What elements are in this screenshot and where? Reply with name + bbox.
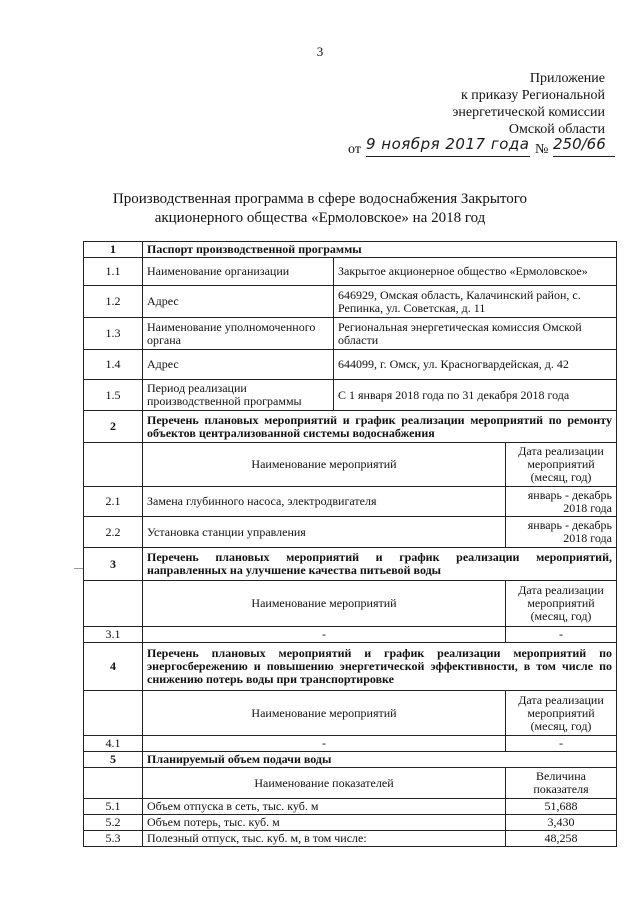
order-number-handwritten: 250/66 — [553, 135, 606, 153]
section-title: Перечень плановых мероприятий и график реализации мероприятий, направленных на улучшение качества питьевой воды — [143, 548, 617, 581]
row-number: 2.1 — [84, 487, 143, 517]
row-name: Полезный отпуск, тыс. куб. м, в том числе: — [143, 831, 506, 847]
appendix-line: Омской области — [508, 122, 605, 137]
row-name: Замена глубинного насоса, электродвигателя — [143, 487, 506, 517]
row-value: С 1 января 2018 года по 31 декабря 2018 года — [334, 380, 617, 411]
table-row — [84, 799, 617, 815]
row-value: Региональная энергетическая комиссия Омской области — [334, 318, 617, 350]
section-number: 5 — [84, 752, 143, 768]
row-value: 646929, Омская область, Калачинский район, с. Репинка, ул. Советская, д. 11 — [334, 286, 617, 318]
column-header-row — [84, 581, 617, 627]
column-header-date: Дата реализации мероприятий (месяц, год) — [506, 443, 617, 487]
number-underline — [553, 156, 615, 157]
table-row — [84, 318, 617, 350]
column-header-name: Наименование мероприятий — [143, 443, 506, 487]
section-number: 3 — [84, 548, 143, 581]
order-from-label: от — [348, 142, 361, 157]
page-number: 3 — [316, 44, 324, 59]
appendix-line: энергетической комиссии — [452, 105, 605, 120]
margin-mark — [74, 568, 83, 569]
row-number: 1.1 — [84, 258, 143, 286]
row-name: - — [143, 627, 506, 643]
section-header-row — [84, 752, 617, 768]
title-line: Производственная программа в сфере водоснабжения Закрытого — [112, 191, 528, 207]
section-title: Перечень плановых мероприятий и график реализации мероприятий по ремонту объектов централизованной системы водоснабжения — [143, 411, 617, 443]
row-label: Наименование уполномоченного органа — [143, 318, 334, 350]
section-title: Паспорт производственной программы — [143, 242, 617, 258]
section-header-row — [84, 411, 617, 443]
table-row — [84, 831, 617, 847]
row-number: 2.2 — [84, 517, 143, 548]
row-number: 1.4 — [84, 350, 143, 380]
column-header-name: Наименование мероприятий — [143, 691, 506, 736]
empty-cell — [84, 443, 143, 487]
order-reference — [348, 135, 618, 161]
column-header-name: Наименование мероприятий — [143, 581, 506, 627]
section-header-row — [84, 242, 617, 258]
column-header-row — [84, 768, 617, 799]
row-value: Закрытое акционерное общество «Ермоловское» — [334, 258, 617, 286]
section-header-row — [84, 548, 617, 581]
row-number: 4.1 — [84, 736, 143, 752]
order-number-sign: № — [535, 142, 549, 157]
table-row — [84, 258, 617, 286]
table-row — [84, 627, 617, 643]
row-number: 1.2 — [84, 286, 143, 318]
program-table — [83, 241, 617, 847]
column-header-row — [84, 443, 617, 487]
section-title: Планируемый объем подачи воды — [143, 752, 617, 768]
empty-cell — [84, 691, 143, 736]
date-underline — [366, 156, 530, 157]
row-number: 3.1 — [84, 627, 143, 643]
row-date: - — [506, 627, 617, 643]
column-header-row — [84, 691, 617, 736]
row-name: Объем отпуска в сеть, тыс. куб. м — [143, 799, 506, 815]
empty-cell — [84, 581, 143, 627]
row-value: 48,258 — [506, 831, 617, 847]
row-label: Адрес — [143, 286, 334, 318]
row-value: 3,430 — [506, 815, 617, 831]
row-name: - — [143, 736, 506, 752]
empty-cell — [84, 768, 143, 799]
table-row — [84, 517, 617, 548]
row-date: - — [506, 736, 617, 752]
row-label: Период реализации производственной программы — [143, 380, 334, 411]
row-name: Объем потерь, тыс. куб. м — [143, 815, 506, 831]
row-date: январь - декабрь 2018 года — [506, 487, 617, 517]
table-row — [84, 487, 617, 517]
appendix-line: к приказу Региональной — [460, 88, 605, 103]
column-header-name: Наименование показателей — [143, 768, 506, 799]
row-number: 5.3 — [84, 831, 143, 847]
section-number: 4 — [84, 643, 143, 691]
row-label: Наименование организации — [143, 258, 334, 286]
column-header-value: Величина показателя — [506, 768, 617, 799]
table-row — [84, 736, 617, 752]
order-date-handwritten: 9 ноября 2017 года — [366, 135, 530, 153]
table-row — [84, 286, 617, 318]
row-number: 1.3 — [84, 318, 143, 350]
title-line: акционерного общества «Ермоловское» на 2018 год — [154, 210, 486, 226]
appendix-line: Приложение — [529, 71, 605, 86]
table-row — [84, 350, 617, 380]
row-value: 51,688 — [506, 799, 617, 815]
row-name: Установка станции управления — [143, 517, 506, 548]
row-date: январь - декабрь 2018 года — [506, 517, 617, 548]
section-header-row — [84, 643, 617, 691]
row-value: 644099, г. Омск, ул. Красногвардейская, д. 42 — [334, 350, 617, 380]
column-header-date: Дата реализации мероприятий (месяц, год) — [506, 581, 617, 627]
table-row — [84, 380, 617, 411]
row-label: Адрес — [143, 350, 334, 380]
row-number: 5.1 — [84, 799, 143, 815]
row-number: 1.5 — [84, 380, 143, 411]
column-header-date: Дата реализации мероприятий (месяц, год) — [506, 691, 617, 736]
row-number: 5.2 — [84, 815, 143, 831]
section-number: 2 — [84, 411, 143, 443]
table-row — [84, 815, 617, 831]
section-number: 1 — [84, 242, 143, 258]
document-title — [60, 190, 580, 228]
section-title: Перечень плановых мероприятий и график реализации мероприятий по энергосбережению и повышению энергетической эффективности, в том числе по снижению потерь воды при транспортировке — [143, 643, 617, 691]
appendix-block — [452, 70, 605, 138]
